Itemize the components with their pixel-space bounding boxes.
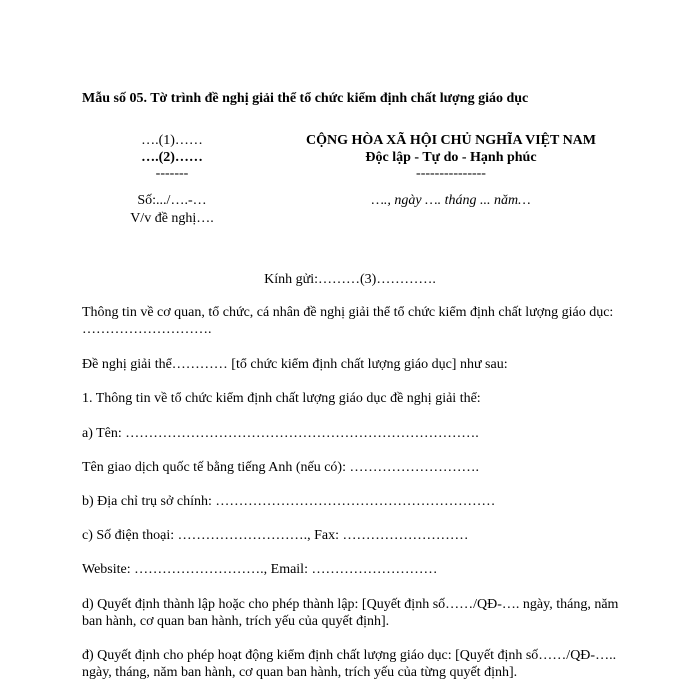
document-subject: V/v đề nghị…. bbox=[130, 211, 214, 226]
request-paragraph: Đề nghị giải thể………… [tổ chức kiểm định chất lượng giáo dục] như sau: bbox=[82, 357, 508, 372]
item-c-phone-fax: c) Số điện thoại: ………………………., Fax: ……………………… bbox=[82, 528, 469, 543]
section-1-heading: 1. Thông tin về tổ chức kiểm định chất lượng giáo dục đề nghị giải thể: bbox=[82, 391, 481, 406]
item-international-name: Tên giao dịch quốc tế bằng tiếng Anh (nếu có): ………………………. bbox=[82, 460, 479, 475]
date-line: …., ngày …. tháng ... năm… bbox=[371, 193, 531, 208]
item-b-address: b) Địa chỉ trụ sở chính: …………………………………………………… bbox=[82, 494, 496, 509]
item-dd-operation-decision: đ) Quyết định cho phép hoạt động kiểm định chất lượng giáo dục: [Quyết định số……/QĐ-….. ngày, tháng, năm ban hành, cơ quan ban hành, trích yếu của từng quyết định]. bbox=[82, 648, 617, 680]
left-divider: ------- bbox=[155, 166, 189, 181]
national-motto: Độc lập - Tự do - Hạnh phúc bbox=[365, 150, 537, 165]
intro-paragraph: Thông tin về cơ quan, tổ chức, cá nhân đề nghị giải thể tổ chức kiểm định chất lượng giáo dục: ………………………. bbox=[82, 305, 614, 337]
addressee: Kính gửi:………(3)…………. bbox=[264, 272, 436, 287]
form-title: Mẫu số 05. Tờ trình đề nghị giải thể tổ chức kiểm định chất lượng giáo dục bbox=[82, 91, 529, 106]
item-website-email: Website: ………………………., Email: ……………………… bbox=[82, 562, 438, 577]
agency-line-2: ….(2)…… bbox=[141, 150, 203, 165]
item-d-establishment-decision: d) Quyết định thành lập hoặc cho phép thành lập: [Quyết định số……/QĐ-…. ngày, tháng, năm ban hành, cơ quan ban hành, trích yếu của quyết định]. bbox=[82, 597, 619, 629]
national-title: CỘNG HÒA XÃ HỘI CHỦ NGHĨA VIỆT NAM bbox=[305, 133, 596, 148]
document-number: Số:.../….-… bbox=[137, 193, 207, 208]
item-a-name: a) Tên: …………………………………………………………………. bbox=[82, 426, 479, 441]
agency-line-1: ….(1)…… bbox=[141, 133, 203, 148]
right-divider: --------------- bbox=[416, 166, 486, 181]
